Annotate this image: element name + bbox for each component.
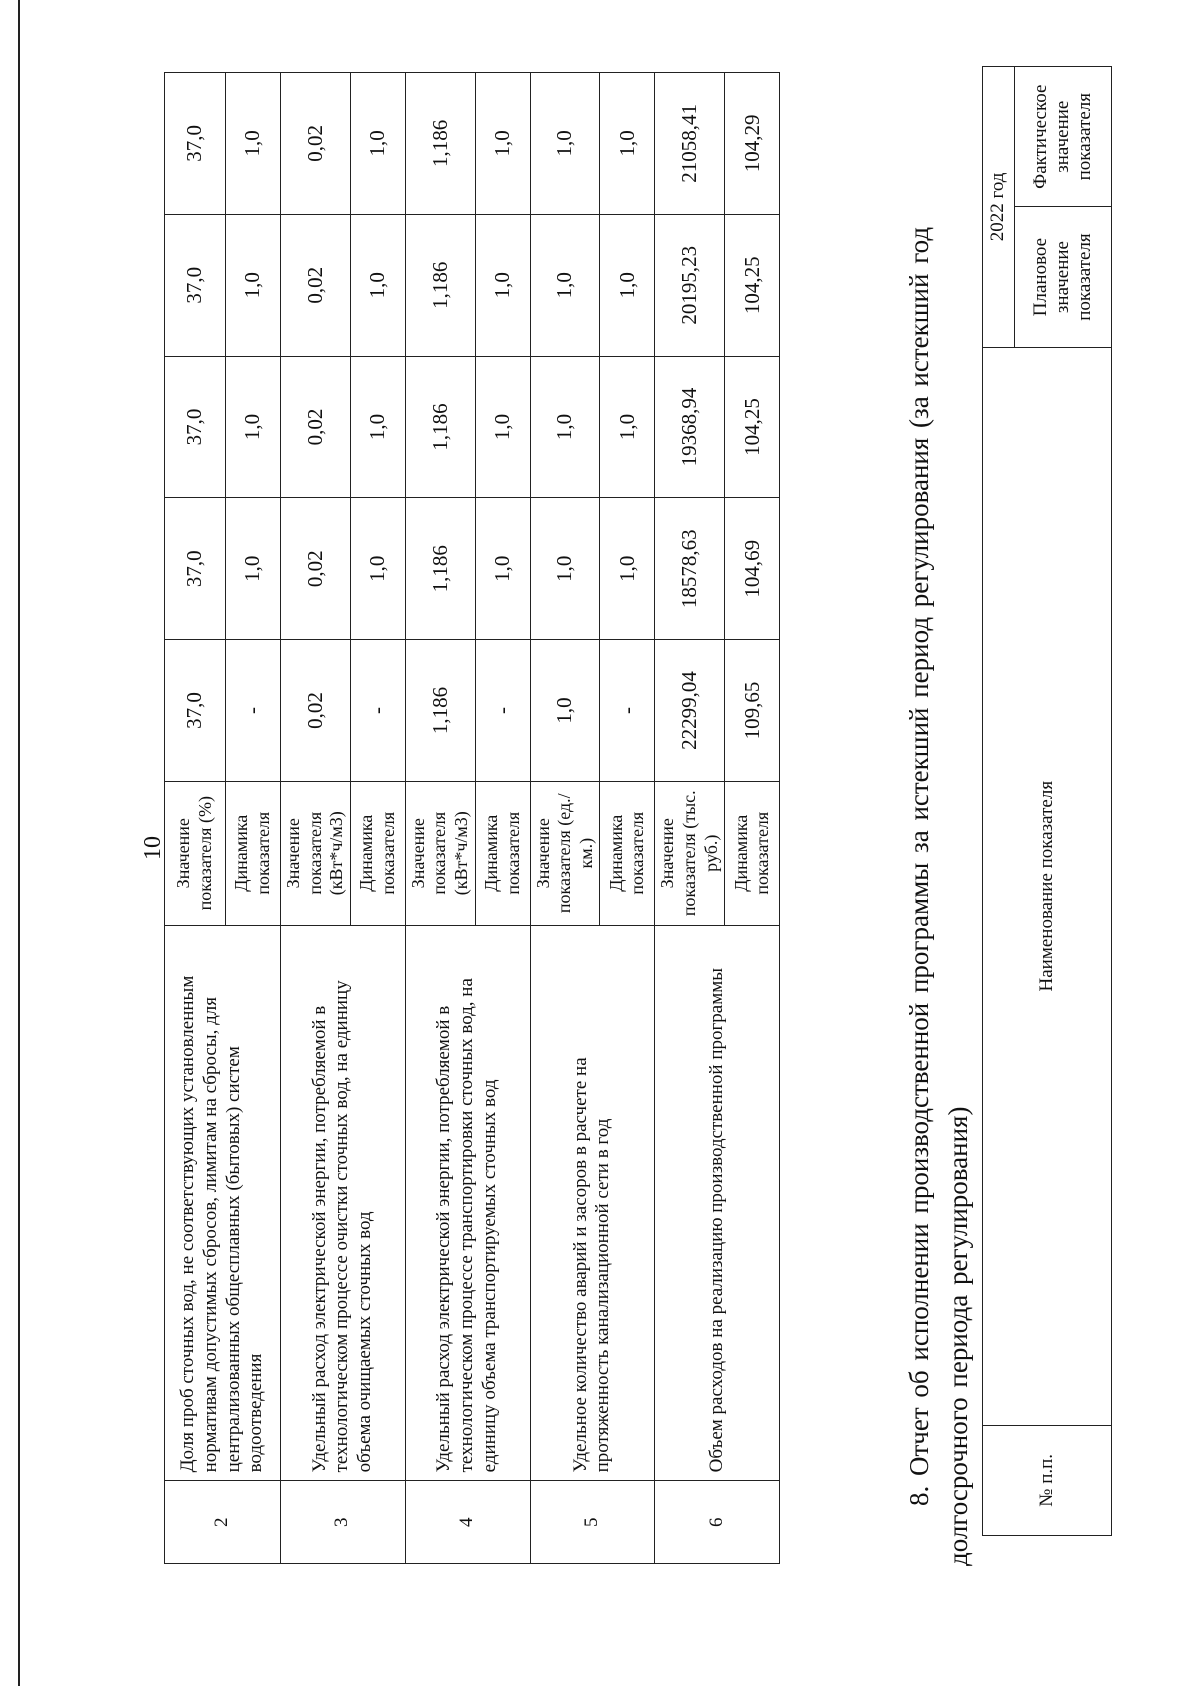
dynamic-cell: 104,25	[725, 356, 780, 498]
value-label: Значение показателя (тыс. руб.)	[655, 781, 725, 925]
header-fact-value: Фактическое значение показателя	[1014, 67, 1111, 207]
row-number: 3	[281, 1481, 406, 1564]
dynamic-cell: -	[226, 640, 281, 782]
report-table	[982, 66, 1112, 1536]
section-title	[900, 66, 978, 1566]
table-row	[530, 73, 600, 1564]
indicator-name: Удельный расход электрической энергии, потребляемой в технологическом процессе очистки сточных вод, на единицу объема очищаемых сточных вод	[281, 925, 406, 1481]
value-cell: 0,02	[281, 214, 351, 356]
dynamic-label: Динамика показателя	[475, 781, 530, 925]
value-cell: 1,186	[405, 498, 475, 640]
value-cell: 1,0	[530, 640, 600, 782]
indicator-name: Удельное количество аварий и засоров в расчете на протяженность канализационной сети в год	[530, 925, 655, 1481]
dynamic-cell: 104,25	[725, 214, 780, 356]
value-cell: 1,0	[530, 73, 600, 215]
value-cell: 1,186	[405, 214, 475, 356]
value-cell: 1,186	[405, 640, 475, 782]
page-number: 10	[140, 836, 166, 860]
dynamic-cell: 1,0	[475, 498, 530, 640]
value-cell: 1,0	[530, 356, 600, 498]
value-cell: 21058,41	[655, 73, 725, 215]
row-number: 5	[530, 1481, 655, 1564]
value-cell: 37,0	[165, 640, 226, 782]
dynamic-cell: 1,0	[226, 214, 281, 356]
value-cell: 37,0	[165, 214, 226, 356]
indicators-table	[164, 72, 780, 1564]
value-cell: 0,02	[281, 640, 351, 782]
header-plan-value: Плановое значение показателя	[1014, 207, 1111, 347]
dynamic-cell: 1,0	[226, 498, 281, 640]
value-cell: 19368,94	[655, 356, 725, 498]
table-row	[165, 73, 226, 1564]
dynamic-cell: 1,0	[600, 498, 655, 640]
indicator-name: Объем расходов на реализацию производственной программы	[655, 925, 780, 1481]
dynamic-label: Динамика показателя	[600, 781, 655, 925]
dynamic-cell: 1,0	[475, 73, 530, 215]
header-num: № п.п.	[983, 1425, 1112, 1535]
value-cell: 0,02	[281, 73, 351, 215]
table-row	[281, 73, 351, 1564]
dynamic-label: Динамика показателя	[725, 781, 780, 925]
value-cell: 20195,23	[655, 214, 725, 356]
value-cell: 18578,63	[655, 498, 725, 640]
dynamic-cell: 1,0	[350, 73, 405, 215]
dynamic-cell: 104,69	[725, 498, 780, 640]
dynamic-cell: -	[600, 640, 655, 782]
dynamic-cell: 1,0	[226, 356, 281, 498]
value-cell: 0,02	[281, 356, 351, 498]
value-cell: 1,0	[530, 214, 600, 356]
value-label: Значение показателя (ед./км.)	[530, 781, 600, 925]
table-row	[405, 73, 475, 1564]
dynamic-cell: -	[350, 640, 405, 782]
dynamic-label: Динамика показателя	[350, 781, 405, 925]
value-cell: 1,0	[530, 498, 600, 640]
value-label: Значение показателя (кВт*ч/м3)	[405, 781, 475, 925]
dynamic-cell: 1,0	[475, 214, 530, 356]
dynamic-label: Динамика показателя	[226, 781, 281, 925]
value-label: Значение показателя (кВт*ч/м3)	[281, 781, 351, 925]
dynamic-cell: 1,0	[475, 356, 530, 498]
dynamic-cell: 109,65	[725, 640, 780, 782]
value-cell: 1,186	[405, 73, 475, 215]
indicator-name: Удельный расход электрической энергии, потребляемой в технологическом процессе транспортировки сточных вод, на единицу объема транспортируемых сточных вод	[405, 925, 530, 1481]
dynamic-cell: 1,0	[350, 498, 405, 640]
dynamic-cell: 1,0	[226, 73, 281, 215]
value-cell: 0,02	[281, 498, 351, 640]
dynamic-cell: 1,0	[350, 214, 405, 356]
value-cell: 37,0	[165, 498, 226, 640]
value-label: Значение показателя (%)	[165, 781, 226, 925]
header-year: 2022 год	[983, 67, 1015, 348]
dynamic-cell: 104,29	[725, 73, 780, 215]
table-row	[655, 73, 725, 1564]
dynamic-cell: 1,0	[600, 356, 655, 498]
value-cell: 37,0	[165, 356, 226, 498]
row-number: 6	[655, 1481, 780, 1564]
dynamic-cell: -	[475, 640, 530, 782]
dynamic-cell: 1,0	[350, 356, 405, 498]
dynamic-cell: 1,0	[600, 73, 655, 215]
value-cell: 37,0	[165, 73, 226, 215]
row-number: 2	[165, 1481, 281, 1564]
dynamic-cell: 1,0	[600, 214, 655, 356]
indicator-name: Доля проб сточных вод, не соответствующих установленным нормативам допустимых сбросов, лимитам на сбросы, для централизованных общесплавных (бытовых) систем водоотведения	[165, 925, 281, 1481]
section-title-line1: 8. Отчет об исполнении производственной программы за истекший период регулирования (за истекший год	[904, 226, 934, 1506]
value-cell: 22299,04	[655, 640, 725, 782]
value-cell: 1,186	[405, 356, 475, 498]
header-indicator-name: Наименование показателя	[983, 347, 1112, 1425]
row-number: 4	[405, 1481, 530, 1564]
section-title-line2: долгосрочного периода регулирования)	[943, 1106, 974, 1566]
